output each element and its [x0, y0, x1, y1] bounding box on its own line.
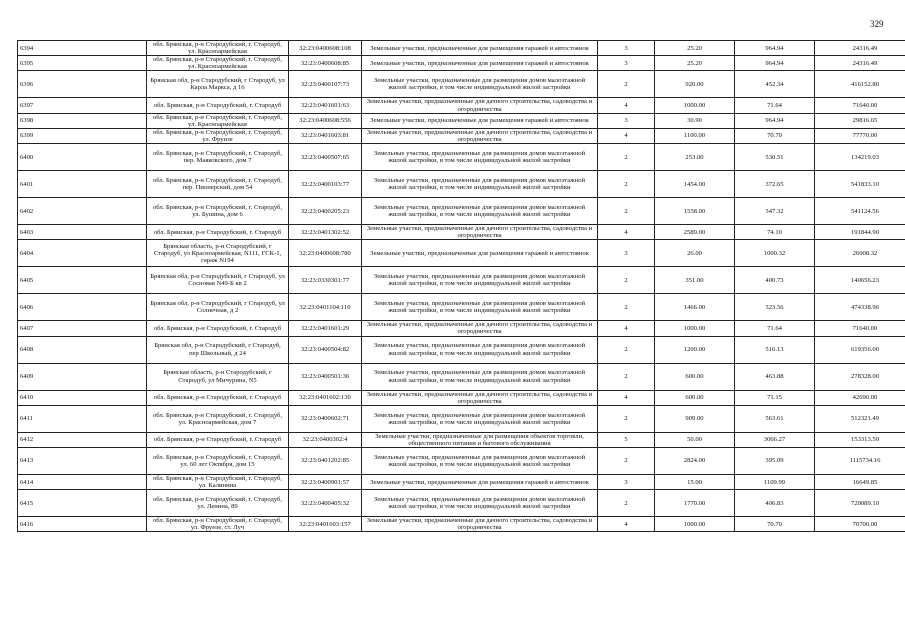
use-group-cell: 2: [598, 71, 655, 98]
land-use-cell: Земельные участки, предназначенные для размещения гаражей и автостоянок: [362, 474, 598, 489]
address-cell: обл. Брянская, р-н Стародубский, г. Стародуб: [147, 321, 289, 336]
row-number-cell: 6403: [18, 225, 147, 240]
cadastral-number-cell: 32:23:0401601:63: [289, 98, 362, 113]
row-number-cell: 6401: [18, 171, 147, 198]
address-cell: обл. Брянская, р-н Стародубский, г. Стародуб, пер. Маяковского, дом 7: [147, 144, 289, 171]
cadastral-value-table: [17, 40, 905, 532]
land-use-cell: Земельные участки, предназначенные для размещения гаражей и автостоянок: [362, 240, 598, 267]
cadastral-cost-cell: 416152.80: [815, 71, 905, 98]
table-row: [18, 474, 905, 489]
table-row: [18, 336, 905, 363]
row-number-cell: 6404: [18, 240, 147, 267]
land-use-cell: Земельные участки, предназначенные для размещения домов малоэтажной жилой застройки, в том числе индивидуальной жилой застройки: [362, 267, 598, 294]
cadastral-cost-cell: 1115734.16: [815, 447, 905, 474]
cadastral-cost-cell: 24316.49: [815, 56, 905, 71]
specific-value-cell: 372.65: [735, 171, 815, 198]
table-row: [18, 144, 905, 171]
land-use-cell: Земельные участки, предназначенные для дачного строительства, садоводства и огородничества: [362, 517, 598, 532]
area-cell: 920.00: [655, 71, 735, 98]
row-number-cell: 6397: [18, 98, 147, 113]
cadastral-cost-cell: 16649.85: [815, 474, 905, 489]
use-group-cell: 4: [598, 225, 655, 240]
table-row: [18, 447, 905, 474]
row-number-cell: 6414: [18, 474, 147, 489]
table-row: [18, 405, 905, 432]
table-row: [18, 517, 905, 532]
use-group-cell: 2: [598, 405, 655, 432]
land-use-cell: Земельные участки, предназначенные для размещения домов малоэтажной жилой застройки, в том числе индивидуальной жилой застройки: [362, 294, 598, 321]
cadastral-cost-cell: 140656.23: [815, 267, 905, 294]
cadastral-cost-cell: 153313.50: [815, 432, 905, 447]
cadastral-cost-cell: 26008.32: [815, 240, 905, 267]
specific-value-cell: 74.10: [735, 225, 815, 240]
cadastral-cost-cell: 720089.10: [815, 490, 905, 517]
address-cell: Брянская обл, р-н Стародубский, г Стародуб, ул Карла Маркса, д 16: [147, 71, 289, 98]
land-use-cell: Земельные участки, предназначенные для размещения гаражей и автостоянок: [362, 113, 598, 128]
area-cell: 50.00: [655, 432, 735, 447]
specific-value-cell: 400.73: [735, 267, 815, 294]
address-cell: обл. Брянская, р-н Стародубский, г. Стародуб, ул. Красноармейская, дом 7: [147, 405, 289, 432]
use-group-cell: 3: [598, 56, 655, 71]
cadastral-number-cell: 32:23:0401601:29: [289, 321, 362, 336]
table-row: [18, 41, 905, 56]
area-cell: 253.00: [655, 144, 735, 171]
address-cell: обл. Брянская, р-н Стародубский, г. Стародуб, ул. Калинина: [147, 474, 289, 489]
area-cell: 600.00: [655, 363, 735, 390]
area-cell: 2589.00: [655, 225, 735, 240]
table-body: [18, 41, 905, 532]
specific-value-cell: 1000.32: [735, 240, 815, 267]
address-cell: обл. Брянская, р-н Стародубский, г. Стародуб, ул. Красноармейская: [147, 56, 289, 71]
area-cell: 909.00: [655, 405, 735, 432]
cadastral-number-cell: 32:23:0400507:65: [289, 144, 362, 171]
row-number-cell: 6400: [18, 144, 147, 171]
address-cell: обл. Брянская, р-н Стародубский, г. Стародуб, ул. Фрунзе: [147, 128, 289, 143]
specific-value-cell: 463.88: [735, 363, 815, 390]
area-cell: 30.90: [655, 113, 735, 128]
row-number-cell: 6394: [18, 41, 147, 56]
table-row: [18, 363, 905, 390]
cadastral-cost-cell: 191844.90: [815, 225, 905, 240]
use-group-cell: 3: [598, 474, 655, 489]
row-number-cell: 6409: [18, 363, 147, 390]
row-number-cell: 6402: [18, 198, 147, 225]
use-group-cell: 2: [598, 171, 655, 198]
use-group-cell: 4: [598, 517, 655, 532]
table-row: [18, 240, 905, 267]
row-number-cell: 6412: [18, 432, 147, 447]
cadastral-cost-cell: 619356.00: [815, 336, 905, 363]
table-row: [18, 490, 905, 517]
use-group-cell: 2: [598, 294, 655, 321]
table-row: [18, 71, 905, 98]
area-cell: 1000.00: [655, 98, 735, 113]
cadastral-number-cell: 32:23:0400602:71: [289, 405, 362, 432]
cadastral-number-cell: 32:23:0400205:23: [289, 198, 362, 225]
use-group-cell: 2: [598, 447, 655, 474]
specific-value-cell: 70.70: [735, 517, 815, 532]
land-use-cell: Земельные участки, предназначенные для размещения объектов торговли, общественного питания и бытового обслуживания: [362, 432, 598, 447]
specific-value-cell: 964.94: [735, 56, 815, 71]
row-number-cell: 6405: [18, 267, 147, 294]
specific-value-cell: 530.51: [735, 144, 815, 171]
table-row: [18, 98, 905, 113]
table-row: [18, 432, 905, 447]
land-use-cell: Земельные участки, предназначенные для размещения домов малоэтажной жилой застройки, в том числе индивидуальной жилой застройки: [362, 171, 598, 198]
row-number-cell: 6416: [18, 517, 147, 532]
specific-value-cell: 516.13: [735, 336, 815, 363]
area-cell: 351.00: [655, 267, 735, 294]
cadastral-cost-cell: 541833.10: [815, 171, 905, 198]
table-row: [18, 113, 905, 128]
cadastral-cost-cell: 474338.96: [815, 294, 905, 321]
cadastral-number-cell: 32:23:0400107:73: [289, 71, 362, 98]
address-cell: обл. Брянская, р-н Стародубский, г. Стародуб, пер. Пионерский, дом 54: [147, 171, 289, 198]
area-cell: 1100.00: [655, 128, 735, 143]
land-use-cell: Земельные участки, предназначенные для дачного строительства, садоводства и огородничества: [362, 98, 598, 113]
specific-value-cell: 347.32: [735, 198, 815, 225]
cadastral-cost-cell: 29816.65: [815, 113, 905, 128]
address-cell: Брянская область, р-н Стародубский, г Стародуб, ул Красноармейская, N111, ГСК-1, гараж N194: [147, 240, 289, 267]
cadastral-number-cell: 32:23:0400608:780: [289, 240, 362, 267]
cadastral-cost-cell: 278328.00: [815, 363, 905, 390]
page-number: 329: [870, 19, 884, 29]
land-use-cell: Земельные участки, предназначенные для размещения домов малоэтажной жилой застройки, в том числе индивидуальной жилой застройки: [362, 363, 598, 390]
cadastral-cost-cell: 541124.56: [815, 198, 905, 225]
cadastral-number-cell: 32:23:0401104:110: [289, 294, 362, 321]
address-cell: обл. Брянская, р-н Стародубский, г. Стародуб: [147, 432, 289, 447]
land-use-cell: Земельные участки, предназначенные для размещения домов малоэтажной жилой застройки, в том числе индивидуальной жилой застройки: [362, 490, 598, 517]
land-use-cell: Земельные участки, предназначенные для дачного строительства, садоводства и огородничества: [362, 321, 598, 336]
cadastral-number-cell: 32:23:0400405:32: [289, 490, 362, 517]
land-use-cell: Земельные участки, предназначенные для размещения домов малоэтажной жилой застройки, в том числе индивидуальной жилой застройки: [362, 144, 598, 171]
address-cell: обл. Брянская, р-н Стародубский, г. Стародуб, ул. Красноармейская: [147, 113, 289, 128]
table-row: [18, 198, 905, 225]
cadastral-cost-cell: 71640.00: [815, 98, 905, 113]
land-use-cell: Земельные участки, предназначенные для размещения домов малоэтажной жилой застройки, в том числе индивидуальной жилой застройки: [362, 71, 598, 98]
row-number-cell: 6396: [18, 71, 147, 98]
use-group-cell: 2: [598, 144, 655, 171]
row-number-cell: 6398: [18, 113, 147, 128]
area-cell: 2824.00: [655, 447, 735, 474]
use-group-cell: 4: [598, 390, 655, 405]
specific-value-cell: 964.94: [735, 41, 815, 56]
table-row: [18, 294, 905, 321]
use-group-cell: 2: [598, 363, 655, 390]
area-cell: 25.20: [655, 56, 735, 71]
area-cell: 25.20: [655, 41, 735, 56]
land-use-cell: Земельные участки, предназначенные для размещения домов малоэтажной жилой застройки, в том числе индивидуальной жилой застройки: [362, 405, 598, 432]
cadastral-number-cell: 32:23:0401302:52: [289, 225, 362, 240]
use-group-cell: 2: [598, 267, 655, 294]
table-row: [18, 321, 905, 336]
address-cell: обл. Брянская, р-н Стародубский, г. Стародуб, ул. Бушина, дом 6: [147, 198, 289, 225]
use-group-cell: 4: [598, 321, 655, 336]
area-cell: 1000.00: [655, 517, 735, 532]
cadastral-number-cell: 32:23:0400608:108: [289, 41, 362, 56]
use-group-cell: 5: [598, 432, 655, 447]
area-cell: 1466.00: [655, 294, 735, 321]
specific-value-cell: 71.15: [735, 390, 815, 405]
row-number-cell: 6407: [18, 321, 147, 336]
address-cell: обл. Брянская, р-н Стародубский, г. Стародуб: [147, 390, 289, 405]
table-row: [18, 128, 905, 143]
cadastral-cost-cell: 134219.03: [815, 144, 905, 171]
row-number-cell: 6411: [18, 405, 147, 432]
table-row: [18, 390, 905, 405]
use-group-cell: 4: [598, 128, 655, 143]
row-number-cell: 6413: [18, 447, 147, 474]
table-row: [18, 267, 905, 294]
specific-value-cell: 323.56: [735, 294, 815, 321]
cadastral-number-cell: 32:23:0401602:130: [289, 390, 362, 405]
cadastral-cost-cell: 70700.00: [815, 517, 905, 532]
address-cell: обл. Брянская, р-н Стародубский, г. Стародуб, ул. Красноармейская: [147, 41, 289, 56]
cadastral-number-cell: 32:23:0330301:77: [289, 267, 362, 294]
row-number-cell: 6408: [18, 336, 147, 363]
area-cell: 1770.00: [655, 490, 735, 517]
use-group-cell: 4: [598, 98, 655, 113]
address-cell: обл. Брянская, р-н Стародубский, г. Стародуб, ул. Фрунзе, ст. Луч: [147, 517, 289, 532]
cadastral-number-cell: 32:23:0400608:556: [289, 113, 362, 128]
specific-value-cell: 1109.99: [735, 474, 815, 489]
area-cell: 1000.00: [655, 321, 735, 336]
table-row: [18, 171, 905, 198]
cadastral-number-cell: 32:23:0400504:82: [289, 336, 362, 363]
address-cell: обл. Брянская, р-н Стародубский, г. Стародуб: [147, 225, 289, 240]
land-use-cell: Земельные участки, предназначенные для дачного строительства, садоводства и огородничества: [362, 390, 598, 405]
use-group-cell: 2: [598, 336, 655, 363]
cadastral-cost-cell: 512321.49: [815, 405, 905, 432]
table-row: [18, 225, 905, 240]
use-group-cell: 2: [598, 490, 655, 517]
specific-value-cell: 964.94: [735, 113, 815, 128]
address-cell: Брянская область, р-н Стародубский, г Стародуб, ул Мичурина, N5: [147, 363, 289, 390]
specific-value-cell: 71.64: [735, 98, 815, 113]
use-group-cell: 2: [598, 198, 655, 225]
land-use-cell: Земельные участки, предназначенные для размещения гаражей и автостоянок: [362, 41, 598, 56]
row-number-cell: 6399: [18, 128, 147, 143]
area-cell: 1558.00: [655, 198, 735, 225]
land-use-cell: Земельные участки, предназначенные для дачного строительства, садоводства и огородничества: [362, 128, 598, 143]
use-group-cell: 3: [598, 41, 655, 56]
cadastral-number-cell: 32:23:0400103:77: [289, 171, 362, 198]
cadastral-number-cell: 32:23:0401603:157: [289, 517, 362, 532]
specific-value-cell: 71.64: [735, 321, 815, 336]
address-cell: Брянская обл, р-н Стародубский, г Стародуб, ул Сосновая N49-Б кв 2: [147, 267, 289, 294]
specific-value-cell: 395.09: [735, 447, 815, 474]
cadastral-cost-cell: 24316.49: [815, 41, 905, 56]
cadastral-cost-cell: 42690.00: [815, 390, 905, 405]
address-cell: обл. Брянская, р-н Стародубский, г. Стародуб: [147, 98, 289, 113]
area-cell: 1200.00: [655, 336, 735, 363]
specific-value-cell: 70.70: [735, 128, 815, 143]
row-number-cell: 6406: [18, 294, 147, 321]
address-cell: Брянская обл, р-н Стародубский, г Стародуб, ул Солнечная, д 2: [147, 294, 289, 321]
specific-value-cell: 406.83: [735, 490, 815, 517]
table-row: [18, 56, 905, 71]
land-use-cell: Земельные участки, предназначенные для размещения домов малоэтажной жилой застройки, в том числе индивидуальной жилой застройки: [362, 447, 598, 474]
specific-value-cell: 563.61: [735, 405, 815, 432]
cadastral-number-cell: 32:23:0401603:81: [289, 128, 362, 143]
address-cell: Брянская обл, р-н Стародубский, г Стародуб, пер Школьный, д 24: [147, 336, 289, 363]
cadastral-cost-cell: 77770.00: [815, 128, 905, 143]
land-use-cell: Земельные участки, предназначенные для дачного строительства, садоводства и огородничества: [362, 225, 598, 240]
cadastral-number-cell: 32:23:0400501:36: [289, 363, 362, 390]
area-cell: 600.00: [655, 390, 735, 405]
address-cell: обл. Брянская, р-н Стародубский, г. Стародуб, ул. 60 лет Октября, дом 15: [147, 447, 289, 474]
use-group-cell: 3: [598, 240, 655, 267]
area-cell: 26.00: [655, 240, 735, 267]
land-use-cell: Земельные участки, предназначенные для размещения домов малоэтажной жилой застройки, в том числе индивидуальной жилой застройки: [362, 198, 598, 225]
cadastral-number-cell: 32:23:0400901:57: [289, 474, 362, 489]
cadastral-number-cell: 32:23:0400608:85: [289, 56, 362, 71]
row-number-cell: 6415: [18, 490, 147, 517]
specific-value-cell: 452.34: [735, 71, 815, 98]
use-group-cell: 3: [598, 113, 655, 128]
land-use-cell: Земельные участки, предназначенные для размещения домов малоэтажной жилой застройки, в том числе индивидуальной жилой застройки: [362, 336, 598, 363]
row-number-cell: 6395: [18, 56, 147, 71]
cadastral-cost-cell: 71640.00: [815, 321, 905, 336]
area-cell: 15.00: [655, 474, 735, 489]
address-cell: обл. Брянская, р-н Стародубский, г. Стародуб, ул. Ленина, 89: [147, 490, 289, 517]
cadastral-number-cell: 32:23:0401202:85: [289, 447, 362, 474]
specific-value-cell: 3066.27: [735, 432, 815, 447]
row-number-cell: 6410: [18, 390, 147, 405]
cadastral-number-cell: 32:23:0400302:4: [289, 432, 362, 447]
land-use-cell: Земельные участки, предназначенные для размещения гаражей и автостоянок: [362, 56, 598, 71]
area-cell: 1454.00: [655, 171, 735, 198]
